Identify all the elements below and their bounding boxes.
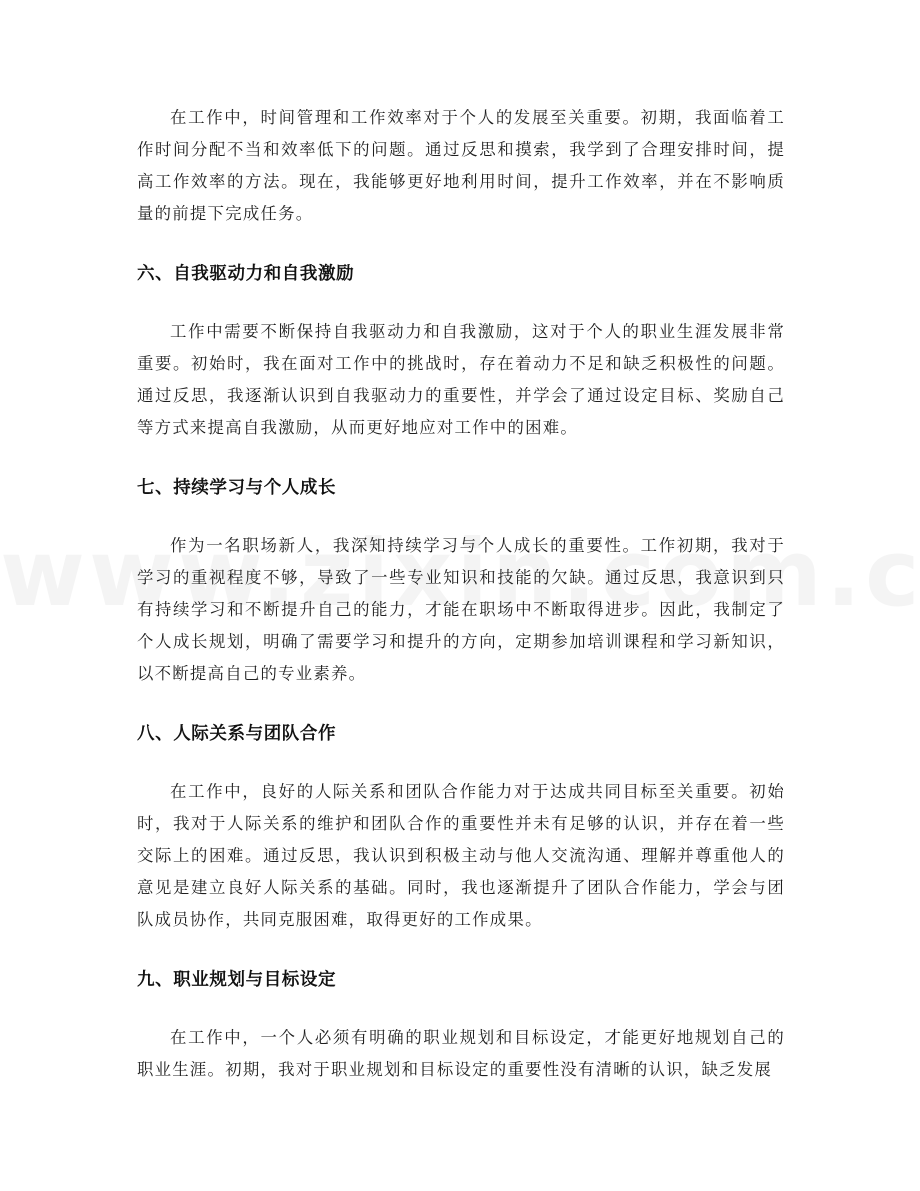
heading-teamwork: 八、人际关系与团队合作 bbox=[137, 724, 337, 744]
heading-continuous-learning: 七、持续学习与个人成长 bbox=[137, 478, 337, 498]
paragraph-self-motivation: 工作中需要不断保持自我驱动力和自我激励，这对于个人的职业生涯发展非常重要。初始时，我在面对工作中的挑战时，存在着动力不足和缺乏积极性的问题。通过反思，我逐渐认识到自我驱动力的重要性，并学会了通过设定目标、奖励自己等方式来提高自我激励，从而更好地应对工作中的困难。 bbox=[137, 322, 785, 437]
document-body bbox=[137, 102, 785, 1086]
heading-self-motivation: 六、自我驱动力和自我激励 bbox=[137, 264, 355, 284]
paragraph-time-management: 在工作中，时间管理和工作效率对于个人的发展至关重要。初期，我面临着工作时间分配不当和效率低下的问题。通过反思和摸索，我学到了合理安排时间，提高工作效率的方法。现在，我能够更好地利用时间，提升工作效率，并在不影响质量的前提下完成任务。 bbox=[137, 108, 785, 223]
paragraph-career-planning: 在工作中，一个人必须有明确的职业规划和目标设定，才能更好地规划自己的职业生涯。初期，我对于职业规划和目标设定的重要性没有清晰的认识，缺乏发展 bbox=[137, 1028, 785, 1079]
paragraph-continuous-learning: 作为一名职场新人，我深知持续学习与个人成长的重要性。工作初期，我对于学习的重视程度不够，导致了一些专业知识和技能的欠缺。通过反思，我意识到只有持续学习和不断提升自己的能力，才能在职场中不断取得进步。因此，我制定了个人成长规划，明确了需要学习和提升的方向，定期参加培训课程和学习新知识，以不断提高自己的专业素养。 bbox=[137, 536, 785, 683]
heading-career-planning: 九、职业规划与目标设定 bbox=[137, 970, 337, 990]
paragraph-teamwork: 在工作中，良好的人际关系和团队合作能力对于达成共同目标至关重要。初始时，我对于人际关系的维护和团队合作的重要性并未有足够的认识，并存在着一些交际上的困难。通过反思，我认识到积极主动与他人交流沟通、理解并尊重他人的意见是建立良好人际关系的基础。同时，我也逐渐提升了团队合作能力，学会与团队成员协作，共同克服困难，取得更好的工作成果。 bbox=[137, 782, 785, 929]
